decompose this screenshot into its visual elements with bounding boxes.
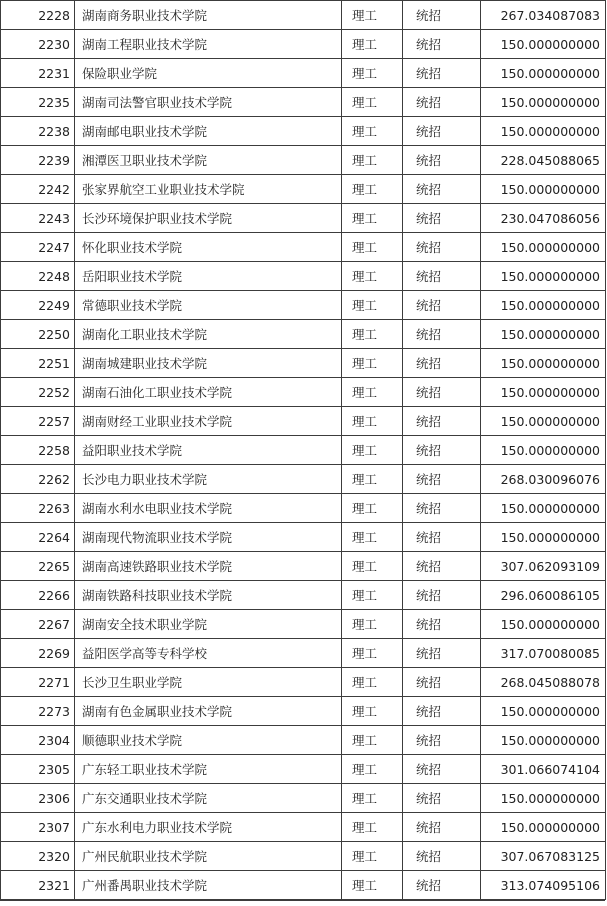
school-code-cell: 2321 — [1, 871, 75, 900]
table-row — [1, 465, 606, 494]
table-row — [1, 349, 606, 378]
score-cell: 150.000000000 — [481, 784, 606, 813]
admission-type-cell: 统招 — [403, 668, 481, 697]
school-code-cell: 2264 — [1, 523, 75, 552]
school-code-cell: 2243 — [1, 204, 75, 233]
table-row — [1, 378, 606, 407]
school-code-cell: 2228 — [1, 1, 75, 30]
score-cell: 268.030096076 — [481, 465, 606, 494]
admission-type-cell: 统招 — [403, 320, 481, 349]
score-cell: 150.000000000 — [481, 697, 606, 726]
subject-cell: 理工 — [342, 175, 403, 204]
subject-cell: 理工 — [342, 813, 403, 842]
score-cell: 267.034087083 — [481, 1, 606, 30]
subject-cell: 理工 — [342, 639, 403, 668]
score-cell: 228.045088065 — [481, 146, 606, 175]
admission-type-cell: 统招 — [403, 755, 481, 784]
score-cell: 150.000000000 — [481, 349, 606, 378]
table-row — [1, 523, 606, 552]
subject-cell: 理工 — [342, 262, 403, 291]
table-body — [1, 1, 606, 900]
school-name-cell: 保险职业学院 — [75, 59, 342, 88]
subject-cell: 理工 — [342, 1, 403, 30]
table-row — [1, 204, 606, 233]
school-name-cell: 湖南高速铁路职业技术学院 — [75, 552, 342, 581]
school-name-cell: 长沙电力职业技术学院 — [75, 465, 342, 494]
score-cell: 150.000000000 — [481, 233, 606, 262]
subject-cell: 理工 — [342, 117, 403, 146]
table-row — [1, 320, 606, 349]
school-name-cell: 湖南商务职业技术学院 — [75, 1, 342, 30]
admission-type-cell: 统招 — [403, 871, 481, 900]
table-row — [1, 117, 606, 146]
school-name-cell: 怀化职业技术学院 — [75, 233, 342, 262]
school-code-cell: 2269 — [1, 639, 75, 668]
school-code-cell: 2266 — [1, 581, 75, 610]
admission-type-cell: 统招 — [403, 639, 481, 668]
school-code-cell: 2273 — [1, 697, 75, 726]
admission-type-cell: 统招 — [403, 117, 481, 146]
score-cell: 150.000000000 — [481, 59, 606, 88]
admission-type-cell: 统招 — [403, 378, 481, 407]
school-code-cell: 2304 — [1, 726, 75, 755]
table-row — [1, 581, 606, 610]
table-row — [1, 59, 606, 88]
admission-type-cell: 统招 — [403, 407, 481, 436]
school-code-cell: 2242 — [1, 175, 75, 204]
school-name-cell: 湖南司法警官职业技术学院 — [75, 88, 342, 117]
school-name-cell: 湖南化工职业技术学院 — [75, 320, 342, 349]
subject-cell: 理工 — [342, 726, 403, 755]
score-cell: 150.000000000 — [481, 291, 606, 320]
admission-type-cell: 统招 — [403, 146, 481, 175]
admission-type-cell: 统招 — [403, 233, 481, 262]
school-name-cell: 湖南安全技术职业学院 — [75, 610, 342, 639]
table-row — [1, 668, 606, 697]
admission-type-cell: 统招 — [403, 465, 481, 494]
score-cell: 150.000000000 — [481, 726, 606, 755]
subject-cell: 理工 — [342, 465, 403, 494]
admission-type-cell: 统招 — [403, 697, 481, 726]
school-code-cell: 2320 — [1, 842, 75, 871]
school-code-cell: 2257 — [1, 407, 75, 436]
school-name-cell: 湖南石油化工职业技术学院 — [75, 378, 342, 407]
school-name-cell: 湖南工程职业技术学院 — [75, 30, 342, 59]
score-cell: 150.000000000 — [481, 407, 606, 436]
admission-type-cell: 统招 — [403, 552, 481, 581]
table-row — [1, 842, 606, 871]
score-cell: 268.045088078 — [481, 668, 606, 697]
school-name-cell: 湖南现代物流职业技术学院 — [75, 523, 342, 552]
table-row — [1, 871, 606, 900]
school-code-cell: 2238 — [1, 117, 75, 146]
subject-cell: 理工 — [342, 697, 403, 726]
school-name-cell: 顺德职业技术学院 — [75, 726, 342, 755]
table-cut-edge — [0, 900, 605, 906]
school-code-cell: 2248 — [1, 262, 75, 291]
table-row — [1, 1, 606, 30]
school-name-cell: 益阳职业技术学院 — [75, 436, 342, 465]
school-code-cell: 2265 — [1, 552, 75, 581]
table-row — [1, 291, 606, 320]
admission-type-cell: 统招 — [403, 610, 481, 639]
score-cell: 230.047086056 — [481, 204, 606, 233]
subject-cell: 理工 — [342, 610, 403, 639]
subject-cell: 理工 — [342, 552, 403, 581]
school-code-cell: 2305 — [1, 755, 75, 784]
subject-cell: 理工 — [342, 755, 403, 784]
school-name-cell: 湖南铁路科技职业技术学院 — [75, 581, 342, 610]
admission-type-cell: 统招 — [403, 291, 481, 320]
table-row — [1, 436, 606, 465]
score-cell: 307.062093109 — [481, 552, 606, 581]
school-code-cell: 2251 — [1, 349, 75, 378]
school-name-cell: 湖南邮电职业技术学院 — [75, 117, 342, 146]
subject-cell: 理工 — [342, 494, 403, 523]
table-row — [1, 784, 606, 813]
school-name-cell: 湖南有色金属职业技术学院 — [75, 697, 342, 726]
score-cell: 150.000000000 — [481, 610, 606, 639]
admission-type-cell: 统招 — [403, 30, 481, 59]
school-code-cell: 2230 — [1, 30, 75, 59]
subject-cell: 理工 — [342, 407, 403, 436]
admission-type-cell: 统招 — [403, 88, 481, 117]
school-name-cell: 长沙环境保护职业技术学院 — [75, 204, 342, 233]
score-cell: 150.000000000 — [481, 813, 606, 842]
subject-cell: 理工 — [342, 378, 403, 407]
score-cell: 317.070080085 — [481, 639, 606, 668]
subject-cell: 理工 — [342, 523, 403, 552]
table-row — [1, 755, 606, 784]
subject-cell: 理工 — [342, 146, 403, 175]
score-cell: 313.074095106 — [481, 871, 606, 900]
score-cell: 150.000000000 — [481, 378, 606, 407]
table-row — [1, 407, 606, 436]
school-name-cell: 广东交通职业技术学院 — [75, 784, 342, 813]
score-cell: 301.066074104 — [481, 755, 606, 784]
school-code-cell: 2258 — [1, 436, 75, 465]
school-name-cell: 湘潭医卫职业技术学院 — [75, 146, 342, 175]
subject-cell: 理工 — [342, 784, 403, 813]
table-row — [1, 233, 606, 262]
subject-cell: 理工 — [342, 291, 403, 320]
score-cell: 150.000000000 — [481, 494, 606, 523]
admission-type-cell: 统招 — [403, 726, 481, 755]
school-code-cell: 2262 — [1, 465, 75, 494]
subject-cell: 理工 — [342, 59, 403, 88]
score-cell: 150.000000000 — [481, 117, 606, 146]
school-name-cell: 湖南城建职业技术学院 — [75, 349, 342, 378]
school-code-cell: 2252 — [1, 378, 75, 407]
score-cell: 150.000000000 — [481, 30, 606, 59]
admission-type-cell: 统招 — [403, 1, 481, 30]
score-cell: 150.000000000 — [481, 175, 606, 204]
school-code-cell: 2235 — [1, 88, 75, 117]
subject-cell: 理工 — [342, 349, 403, 378]
table-row — [1, 146, 606, 175]
school-code-cell: 2231 — [1, 59, 75, 88]
table-row — [1, 726, 606, 755]
school-code-cell: 2263 — [1, 494, 75, 523]
table-row — [1, 552, 606, 581]
table-row — [1, 639, 606, 668]
subject-cell: 理工 — [342, 436, 403, 465]
admission-type-cell: 统招 — [403, 349, 481, 378]
score-cell: 150.000000000 — [481, 436, 606, 465]
table-row — [1, 813, 606, 842]
school-name-cell: 湖南财经工业职业技术学院 — [75, 407, 342, 436]
score-cell: 296.060086105 — [481, 581, 606, 610]
table-row — [1, 30, 606, 59]
school-code-cell: 2271 — [1, 668, 75, 697]
score-cell: 150.000000000 — [481, 88, 606, 117]
school-code-cell: 2249 — [1, 291, 75, 320]
admission-type-cell: 统招 — [403, 494, 481, 523]
school-name-cell: 广州民航职业技术学院 — [75, 842, 342, 871]
school-name-cell: 广东轻工职业技术学院 — [75, 755, 342, 784]
admission-type-cell: 统招 — [403, 175, 481, 204]
subject-cell: 理工 — [342, 320, 403, 349]
admission-type-cell: 统招 — [403, 581, 481, 610]
school-code-cell: 2247 — [1, 233, 75, 262]
score-cell: 150.000000000 — [481, 523, 606, 552]
subject-cell: 理工 — [342, 668, 403, 697]
subject-cell: 理工 — [342, 233, 403, 262]
admission-type-cell: 统招 — [403, 436, 481, 465]
subject-cell: 理工 — [342, 842, 403, 871]
school-name-cell: 常德职业技术学院 — [75, 291, 342, 320]
subject-cell: 理工 — [342, 871, 403, 900]
table-row — [1, 175, 606, 204]
admission-type-cell: 统招 — [403, 204, 481, 233]
admission-type-cell: 统招 — [403, 813, 481, 842]
table-row — [1, 610, 606, 639]
school-code-cell: 2250 — [1, 320, 75, 349]
admission-type-cell: 统招 — [403, 523, 481, 552]
school-code-cell: 2239 — [1, 146, 75, 175]
school-code-cell: 2306 — [1, 784, 75, 813]
table-row — [1, 494, 606, 523]
admission-type-cell: 统招 — [403, 842, 481, 871]
subject-cell: 理工 — [342, 581, 403, 610]
admission-type-cell: 统招 — [403, 59, 481, 88]
school-name-cell: 岳阳职业技术学院 — [75, 262, 342, 291]
score-cell: 307.067083125 — [481, 842, 606, 871]
school-name-cell: 广州番禺职业技术学院 — [75, 871, 342, 900]
admission-type-cell: 统招 — [403, 784, 481, 813]
school-name-cell: 张家界航空工业职业技术学院 — [75, 175, 342, 204]
table-row — [1, 262, 606, 291]
school-name-cell: 益阳医学高等专科学校 — [75, 639, 342, 668]
score-cell: 150.000000000 — [481, 320, 606, 349]
school-code-cell: 2267 — [1, 610, 75, 639]
subject-cell: 理工 — [342, 30, 403, 59]
score-cell: 150.000000000 — [481, 262, 606, 291]
school-name-cell: 湖南水利水电职业技术学院 — [75, 494, 342, 523]
school-code-cell: 2307 — [1, 813, 75, 842]
school-name-cell: 广东水利电力职业技术学院 — [75, 813, 342, 842]
subject-cell: 理工 — [342, 204, 403, 233]
admission-type-cell: 统招 — [403, 262, 481, 291]
school-name-cell: 长沙卫生职业学院 — [75, 668, 342, 697]
table-row — [1, 88, 606, 117]
table-row — [1, 697, 606, 726]
subject-cell: 理工 — [342, 88, 403, 117]
